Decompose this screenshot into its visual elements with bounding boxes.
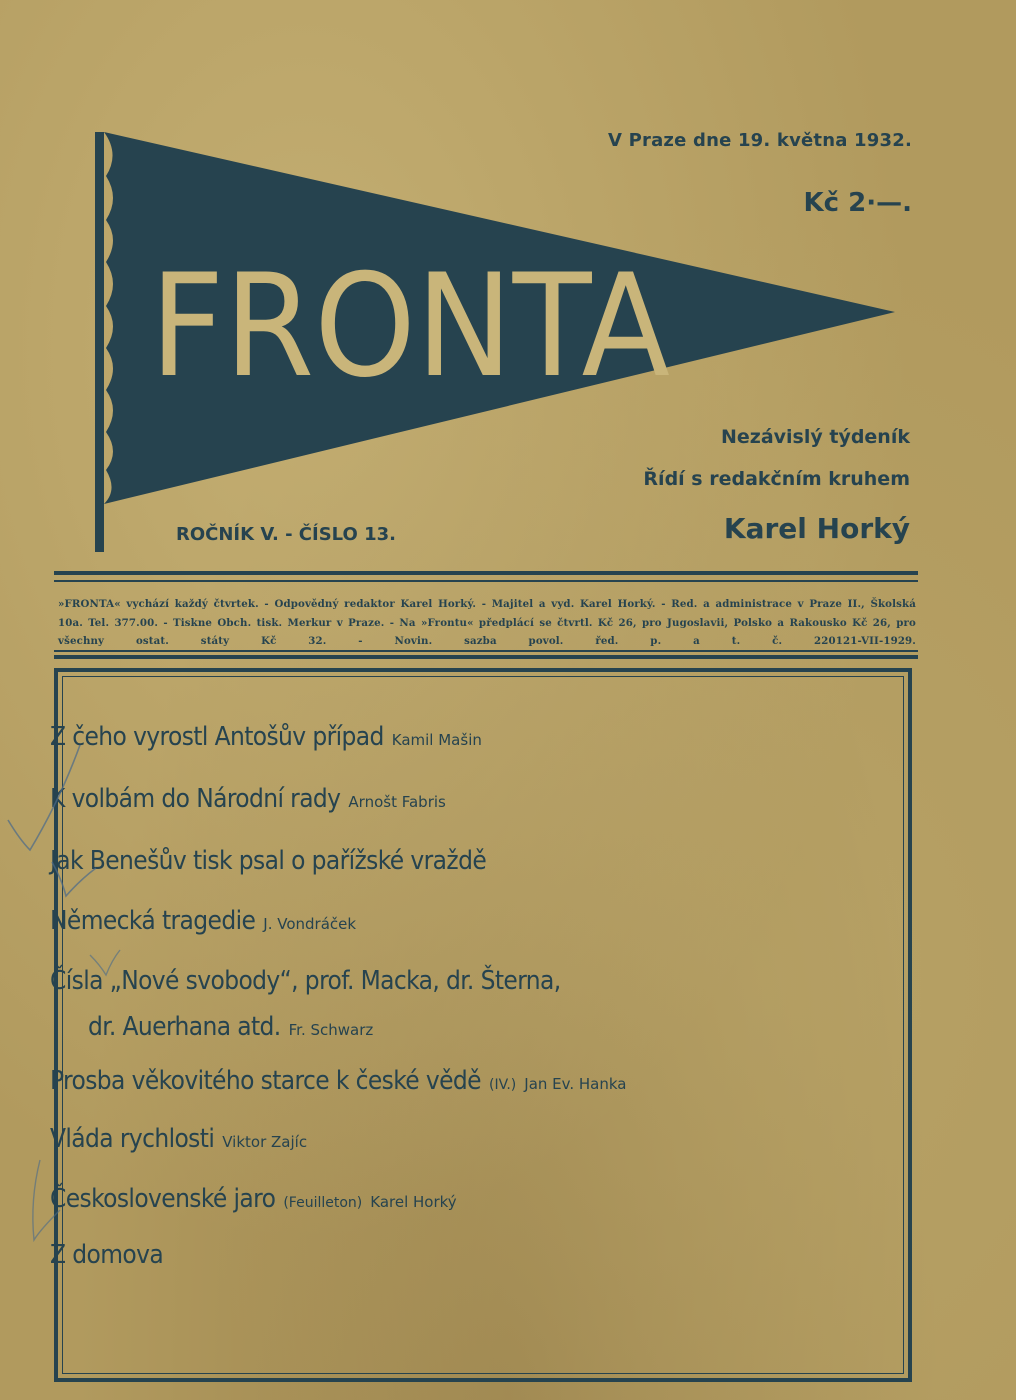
imprint-rule-top-thick [54, 571, 918, 575]
toc-title: Z domova [50, 1240, 164, 1270]
toc-title: Čísla „Nové svobody“, prof. Macka, dr. Šterna, [50, 966, 561, 996]
toc-item [88, 1012, 373, 1042]
issue-date: V Praze dne 19. května 1932. [608, 130, 912, 151]
toc-item [50, 1124, 307, 1154]
toc-author: Fr. Schwarz [288, 1021, 374, 1039]
toc-item [50, 846, 486, 876]
toc-title: Německá tragedie [50, 906, 256, 936]
toc-author: Kamil Mašin [391, 731, 482, 749]
toc-title: Vláda rychlosti [50, 1124, 215, 1154]
toc-note: (Feuilleton) [283, 1195, 363, 1211]
imprint-rule-bottom-thin [54, 650, 918, 652]
toc-title: Jak Benešův tisk psal o pařížské vraždě [50, 846, 487, 876]
toc-title: K volbám do Národní rady [50, 784, 341, 814]
toc-title: Z čeho vyrostl Antošův případ [50, 722, 384, 752]
toc-author: Jan Ev. Hanka [524, 1075, 627, 1093]
toc-item [50, 966, 561, 996]
imprint-rule-top-thin [54, 580, 918, 582]
imprint-rule-bottom-thick [54, 655, 918, 659]
imprint-text: »FRONTA« vychází každý čtvrtek. - Odpovědný redaktor Karel Horký. - Majitel a vyd. Karel Horký. - Red. a administrace v Praze II., Školská 10a. Tel. 377.00. - Tiskne Obch. tisk. Merkur v Praze. - Na »Frontu« předplácí se čtvrtl. Kč 26, pro Jugoslavii, Polsko a Rakousko Kč 26, pro všechny ostat. státy Kč 32. - Novin. sazba povol. řed. p. a t. č. 220121-VII-1929. [58, 598, 916, 647]
toc-title: dr. Auerhana atd. [88, 1012, 281, 1042]
toc-item [50, 722, 482, 752]
volume-issue: ROČNÍK V. - ČÍSLO 13. [176, 524, 396, 545]
toc-title: Československé jaro [50, 1184, 276, 1214]
subtitle-editorial: Řídí s redakčním kruhem [643, 468, 910, 490]
toc-author: J. Vondráček [263, 915, 357, 933]
toc-note: (IV.) [488, 1077, 517, 1093]
toc-author: Karel Horký [370, 1193, 457, 1211]
toc-author: Arnošt Fabris [348, 793, 446, 811]
toc-item [50, 1066, 626, 1096]
toc-item [50, 1184, 457, 1214]
editor-name: Karel Horký [723, 512, 910, 545]
toc-item [50, 906, 356, 936]
toc-author: Viktor Zajíc [222, 1133, 308, 1151]
toc-item [50, 1240, 163, 1270]
masthead-title: FRONTA [150, 244, 670, 409]
toc-item [50, 784, 446, 814]
flag-pole [95, 132, 104, 552]
toc-title: Prosba věkovitého starce k české vědě [50, 1066, 481, 1096]
subtitle-weekly: Nezávislý týdeník [720, 426, 910, 448]
issue-price: Kč 2·—. [803, 188, 912, 218]
